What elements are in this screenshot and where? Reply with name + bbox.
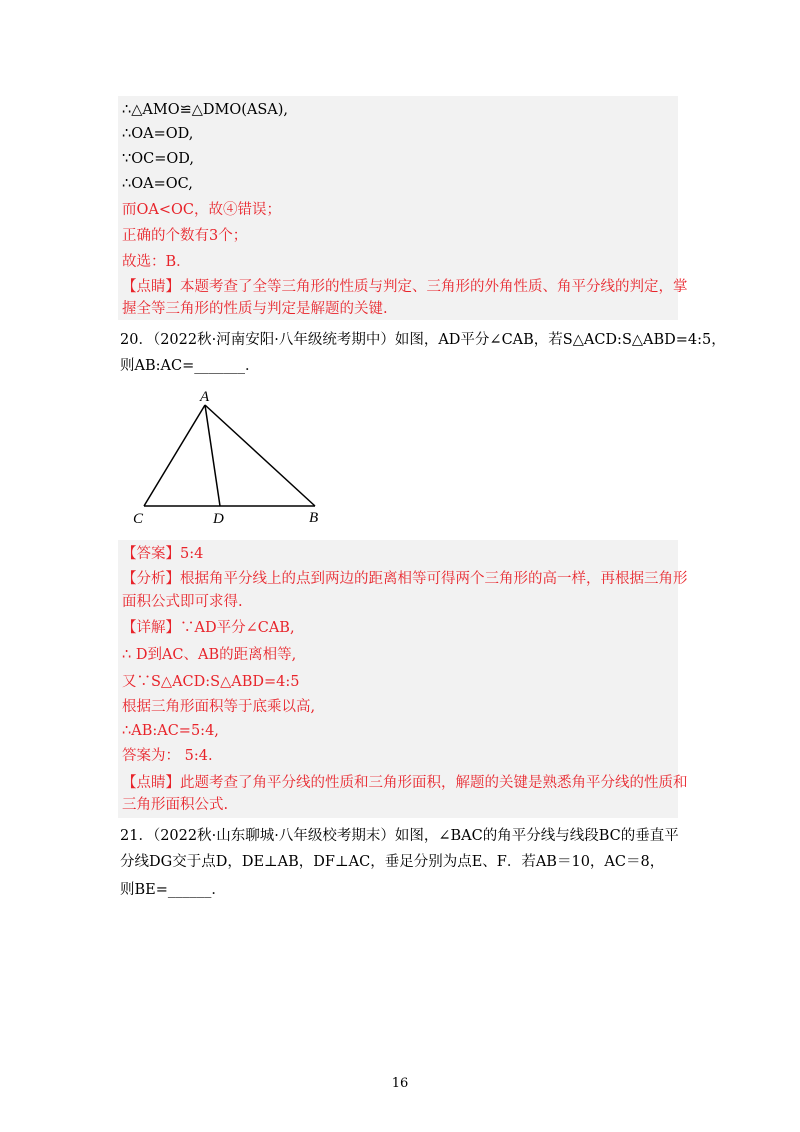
vertex-label-a: A: [200, 389, 210, 405]
solution-line: 故选：B．: [122, 254, 191, 270]
question-21-line2: 分线DG交于点D，DE⊥AB，DF⊥AC，垂足分别为点E、F．若AB＝10，AC＝8，: [120, 854, 665, 870]
page-number: 16: [391, 1076, 409, 1091]
analysis-line: 面积公式即可求得.: [122, 594, 243, 610]
comment-line: 三角形面积公式.: [122, 797, 229, 813]
answer-line: 【答案】5:4: [122, 546, 204, 562]
solution-line: ∴OA=OC,: [122, 176, 193, 192]
detail-line: 答案为： 5:4.: [122, 748, 213, 764]
question-21-line3: 则BE=______．: [120, 882, 226, 898]
detail-line: ∴ D到AC、AB的距离相等,: [122, 647, 297, 663]
detail-line: 【详解】∵AD平分∠CAB,: [122, 620, 295, 636]
detail-line: ∴AB:AC=5:4,: [122, 723, 219, 739]
solution-line: 握全等三角形的性质与判定是解题的关键.: [122, 301, 388, 317]
question-20-line2: 则AB:AC=_______．: [120, 358, 260, 374]
solution-line: ∴△AMO≌△DMO(ASA),: [122, 102, 289, 118]
solution-line: ∵OC=OD,: [122, 151, 194, 167]
analysis-line: 【分析】根据角平分线上的点到两边的距离相等可得两个三角形的高一样，再根据三角形: [122, 571, 688, 587]
detail-line: 又∵S△ACD:S△ABD=4:5: [122, 674, 300, 690]
vertex-label-b: B: [309, 510, 319, 526]
solution-line: 正确的个数有3个；: [122, 228, 248, 244]
solution-line: ∴OA=OD,: [122, 126, 194, 142]
question-21-line1: 21．（2022秋·山东聊城·八年级校考期末）如图，∠BAC的角平分线与线段BC的垂直平: [120, 828, 679, 844]
vertex-label-c: C: [133, 511, 144, 527]
question-20-line1: 20．（2022秋·河南安阳·八年级统考期中）如图，AD平分∠CAB，若S△ACD:S△ABD=4:5，: [120, 332, 726, 348]
solution-line: 【点睛】本题考查了全等三角形的性质与判定、三角形的外角性质、角平分线的判定，掌: [122, 279, 688, 295]
solution-line: 而OA<OC，故④错误；: [122, 202, 281, 218]
detail-line: 根据三角形面积等于底乘以高,: [122, 699, 316, 715]
vertex-label-d: D: [213, 511, 224, 527]
comment-line: 【点睛】此题考查了角平分线的性质和三角形面积，解题的关键是熟悉角平分线的性质和: [122, 775, 688, 791]
